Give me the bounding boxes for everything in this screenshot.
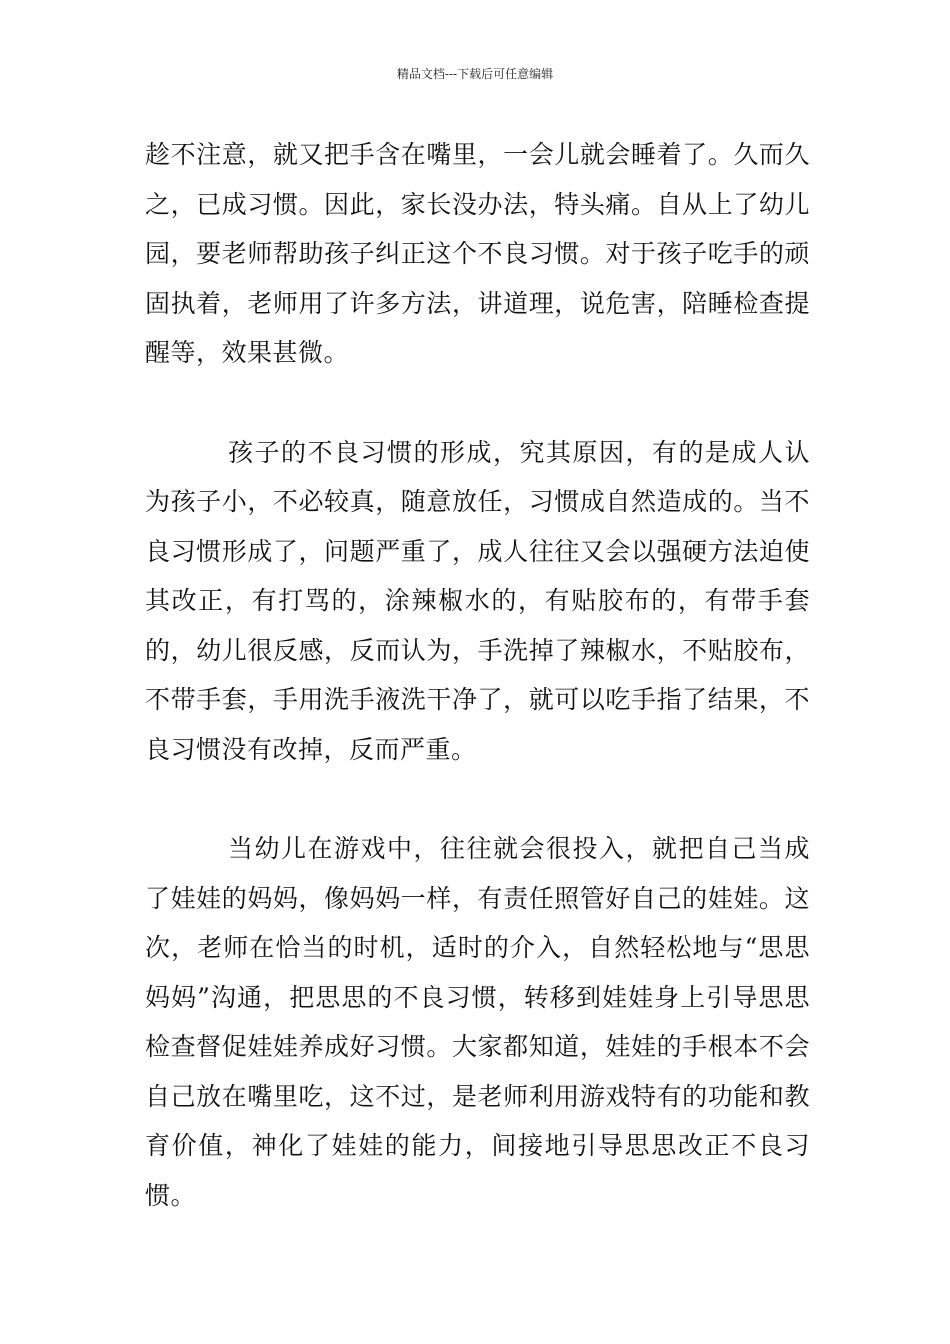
document-body	[145, 130, 810, 1220]
paragraph-1: 趁不注意，就又把手含在嘴里，一会儿就会睡着了。久而久之，已成习惯。因此，家长没办法，特头痛。自从上了幼儿园，要老师帮助孩子纠正这个不良习惯。对于孩子吃手的顽固执着，老师用了许多方法，讲道理，说危害，陪睡检查提醒等，效果甚微。	[145, 140, 810, 367]
paragraph-gap	[145, 774, 810, 824]
paragraph-3: 当幼儿在游戏中，往往就会很投入，就把自己当成了娃娃的妈妈，像妈妈一样，有责任照管好自己的娃娃。这次，老师在恰当的时机，适时的介入，自然轻松地与“思思妈妈”沟通，把思思的不良习惯，转移到娃娃身上引导思思检查督促娃娃养成好习惯。大家都知道，娃娃的手根本不会自己放在嘴里吃，这不过，是老师利用游戏特有的功能和教育价值，神化了娃娃的能力，间接地引导思思改正不良习惯。	[145, 834, 810, 1210]
paragraph-2: 孩子的不良习惯的形成，究其原因，有的是成人认为孩子小，不必较真，随意放任，习惯成自然造成的。当不良习惯形成了，问题严重了，成人往往又会以强硬方法迫使其改正，有打骂的，涂辣椒水的，有贴胶布的，有带手套的，幼儿很反感，反而认为，手洗掉了辣椒水，不贴胶布，不带手套，手用洗手液洗干净了，就可以吃手指了结果，不良习惯没有改掉，反而严重。	[145, 437, 810, 764]
page-header: 精品文档---下载后可任意编辑	[396, 67, 554, 81]
paragraph-gap	[145, 378, 810, 428]
